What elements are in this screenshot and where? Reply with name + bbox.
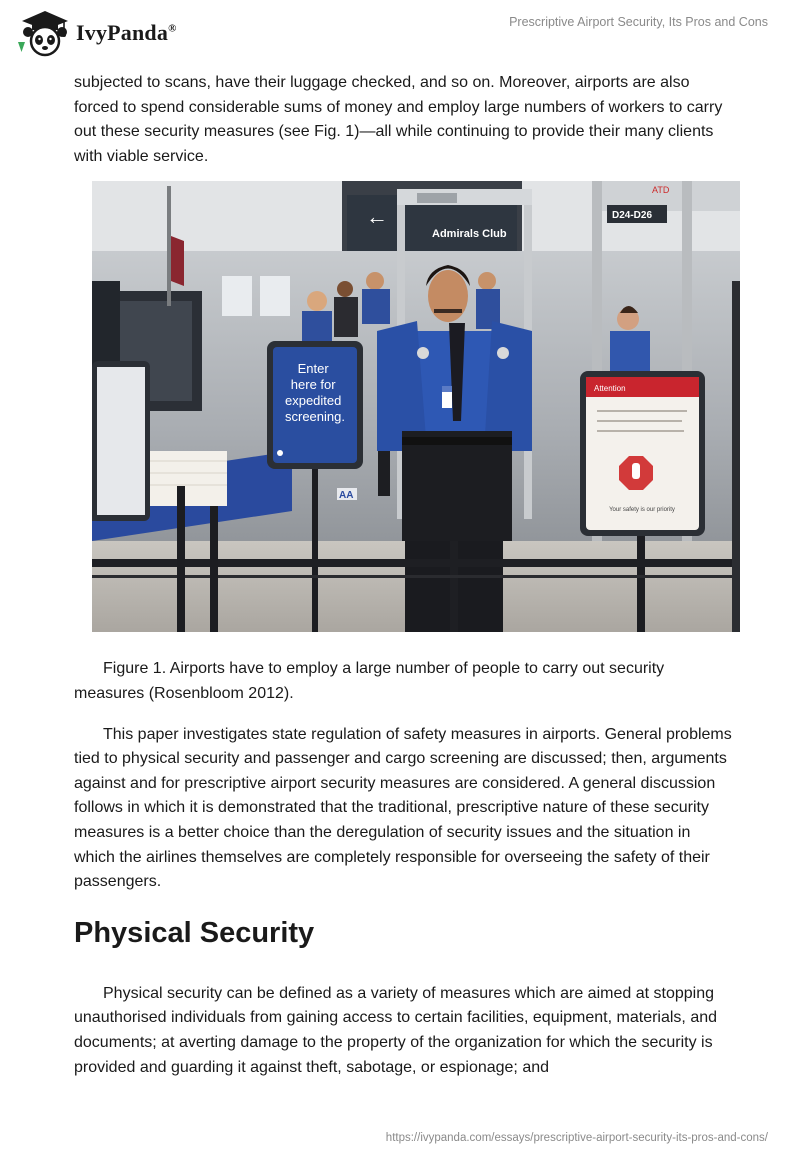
page-header <box>0 0 800 64</box>
figure-airport-security-photo <box>92 181 740 632</box>
sign-line: here for <box>290 377 336 393</box>
sign-line: expedited <box>284 393 342 409</box>
sign-line: screening. <box>285 409 345 425</box>
sign-right-footer: Your safety is our priority <box>609 507 675 514</box>
source-url[interactable]: https://ivypanda.com/essays/prescriptive-airport-security-its-pros-and-cons/ <box>385 1132 768 1144</box>
sign-line: Enter <box>297 361 329 377</box>
running-title: Prescriptive Airport Security, Its Pros and Cons <box>509 15 768 29</box>
paragraph: Physical security can be defined as a variety of measures which are aimed at stopping unauthorised individuals from gaining access to certain facilities, equipment, materials, and documents; at averting damage to the property of the organization for which the security is provided and guarding it against theft, sabotage, or espionage; and <box>74 984 718 1076</box>
brand-name: IvyPanda® <box>76 20 177 45</box>
aa-logo: AA <box>339 490 354 502</box>
gate-label: D24-D26 <box>612 210 653 222</box>
section-heading: Physical Security <box>74 916 315 949</box>
svg-text:←: ← <box>366 204 388 230</box>
essay-content <box>74 71 734 1080</box>
paragraph: This paper investigates state regulation of safety measures in airports. General problems tied to physical security and passenger and cargo screening are discussed; then, arguments against and for prescriptive airport security measures are considered. A general discussion follows in which it is demonstrated that the traditional, prescriptive nature of these security measures is a better choice than the deregulation of security issues and the situation in which the airlines themselves are completely responsible for overseeing the safety of their passengers. <box>74 725 732 891</box>
ivypanda-logo[interactable] <box>16 8 177 58</box>
paragraph: subjected to scans, have their luggage checked, and so on. Moreover, airports are also forced to spend considerable sums of money and employ large numbers of workers to carry out these security measures (see Fig. 1)—all while continuing to provide their many clients with viable service. <box>74 74 723 165</box>
airport-security-photo <box>92 181 740 632</box>
figure-caption: Figure 1. Airports have to employ a large number of people to carry out security measures (Rosenbloom 2012). <box>74 660 665 702</box>
gate-ad: ATD <box>652 185 670 196</box>
panda-graduate-icon <box>16 8 74 58</box>
sign-right-title: Attention <box>594 384 626 394</box>
overhead-sign: Admirals Club <box>432 228 507 241</box>
